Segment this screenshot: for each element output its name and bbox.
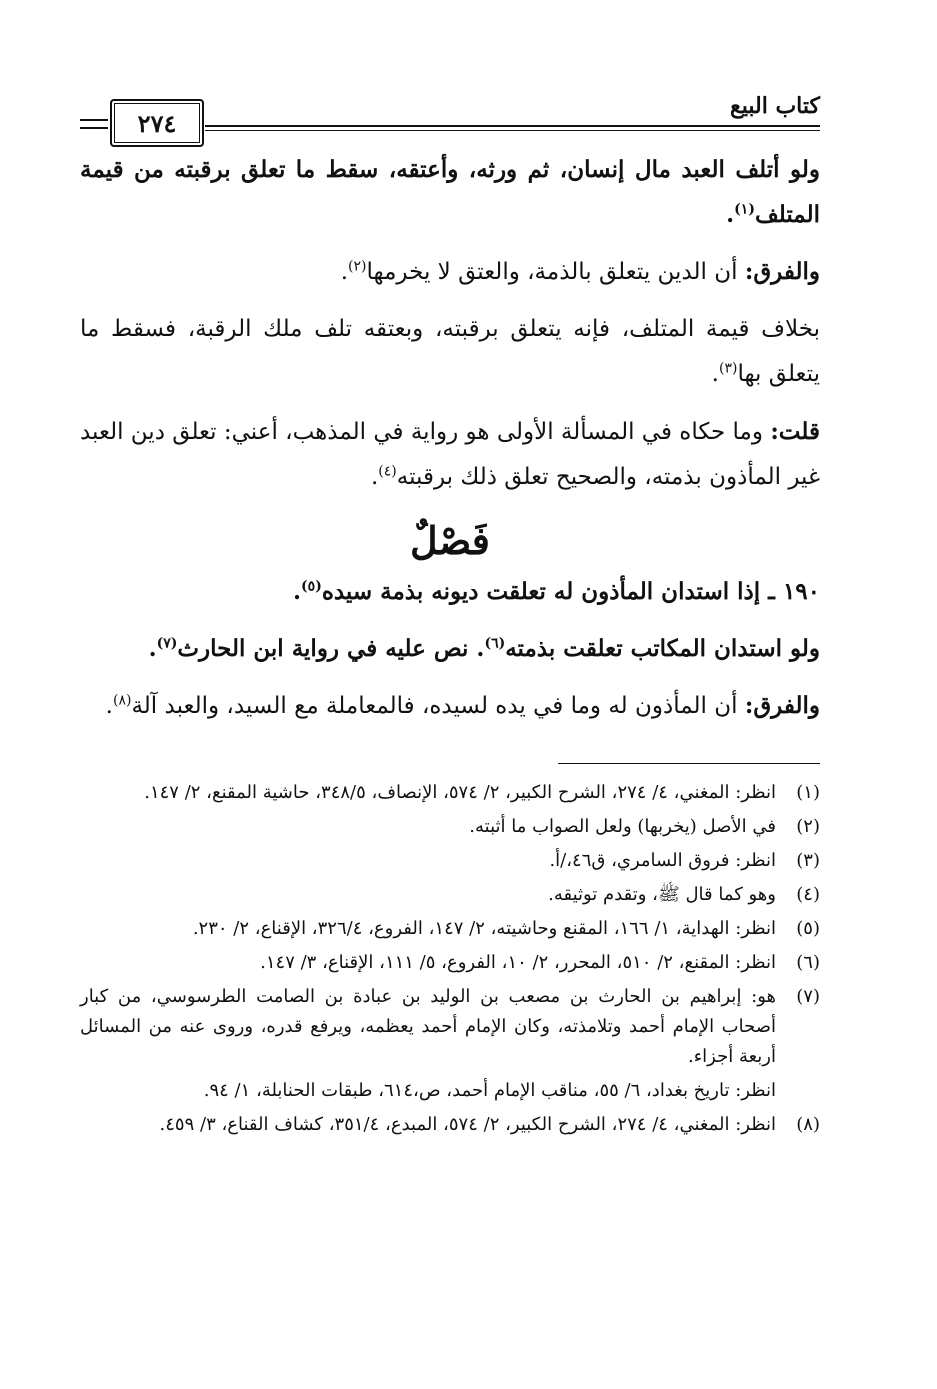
paragraph-7-text: أن المأذون له وما في يده لسيده، فالمعاملة مع السيد، والعبد آلة (131, 693, 745, 719)
footnote (80, 880, 820, 910)
footnote-number (776, 1076, 820, 1106)
footnote (80, 812, 820, 842)
paragraph-4: قلت: وما حكاه في المسألة الأولى هو رواية في المذهب، أعني: تعلق دين العبد غير المأذون بذمته، والصحيح تعلق ذلك برقبته$^{(٤)}$. (79, 418, 820, 490)
paragraph-6: ولو استدان المكاتب تعلقت بذمته$^{(٦)}$. نص عليه في رواية ابن الحارث$^{(٧)}$. (148, 635, 820, 662)
page-header (80, 85, 820, 147)
difference-label: والفرق: (744, 258, 820, 285)
page-number-rule (80, 119, 108, 129)
footnote-text: هو: إبراهيم بن الحارث بن مصعب بن الوليد بن عبادة بن الصامت الطرسوسي، من كبار أصحاب الإمام أحمد وتلامذته، وكان الإمام أحمد يعظمه، ويرفع قدره، وروى عنه من المسائل أربعة أجزاء. (80, 986, 776, 1067)
footnote-continuation (80, 1076, 820, 1106)
footnote-ref-3[interactable]: (٣) (718, 360, 738, 377)
footnotes (80, 778, 820, 1140)
footnote-number: (١) (796, 782, 820, 803)
paragraph-2: والفرق: أن الدين يتعلق بالذمة، والعتق لا يخرمها$^{(٢)}$. (340, 258, 820, 285)
paragraph-2-text: أن الدين يتعلق بالذمة، والعتق لا يخرمها (366, 259, 745, 285)
footnote (80, 778, 820, 808)
footnote-number: (٣) (796, 850, 820, 871)
footnote-text: انظر: المقنع، ٢/ ٥١٠، المحرر، ٢/ ١٠، الفروع، ٥/ ١١١، الإقناع، ٣/ ١٤٧. (260, 952, 776, 973)
paragraph-7: والفرق: أن المأذون له وما في يده لسيده، فالمعاملة مع السيد، والعبد آلة$^{(٨)}$. (105, 692, 820, 719)
footnote-ref-2[interactable]: (٢) (348, 258, 367, 275)
header-rule-thin (205, 130, 820, 131)
section-heading: فَصْلٌ (410, 518, 490, 563)
footnote-number: (٤) (796, 884, 820, 905)
footnote-text: انظر: الهداية، ١/ ١٦٦، المقنع وحاشيته، ٢/ ١٤٧، الفروع، ٣٢٦/٤، الإقناع، ٢/ ٢٣٠. (192, 918, 776, 939)
footnote-text: انظر: المغني، ٤/ ٢٧٤، الشرح الكبير، ٢/ ٥٧٤، الإنصاف، ٣٤٨/٥، حاشية المقنع، ٢/ ١٤٧. (144, 782, 776, 803)
paragraph-1: ولو أتلف العبد مال إنسان، ثم ورثه، وأعتقه، سقط ما تعلق برقبته من قيمة المتلف$^{(١)}$. (80, 156, 820, 228)
footnote-number: (٧) (796, 986, 820, 1007)
footnote-ref-1[interactable]: (١) (734, 201, 755, 218)
paragraph-1-text: ولو أتلف العبد مال إنسان، ثم ورثه، وأعتقه، سقط ما تعلق برقبته من قيمة المتلف (80, 156, 820, 228)
footnote (80, 982, 820, 1072)
header-rule (205, 125, 820, 127)
footnote-text: في الأصل (يخربها) ولعل الصواب ما أثبته. (469, 816, 776, 837)
qultu-label: قلت: (770, 418, 820, 445)
footnote-text: انظر: تاريخ بغداد، ٦/ ٥٥، مناقب الإمام أحمد، ص،٦١٤، طبقات الحنابلة، ١/ ٩٤. (203, 1080, 776, 1101)
footnote-text: وهو كما قال ﷺ، وتقدم توثيقه. (548, 884, 776, 905)
footnote-ref-8[interactable]: (٨) (112, 692, 132, 709)
paragraph-5: ١٩٠ ـ إذا استدان المأذون له تعلقت ديونه بذمة سيده$^{(٥)}$. (293, 578, 820, 605)
paragraph-3: بخلاف قيمة المتلف، فإنه يتعلق برقبته، وبعتقه تلف ملك الرقبة، فسقط ما يتعلق بها$^{(٣)}$. (80, 316, 820, 387)
footnote-ref-6[interactable]: (٦) (484, 635, 506, 652)
footnote-number: (٨) (796, 1114, 820, 1135)
footnote (80, 948, 820, 978)
footnote (80, 846, 820, 876)
paragraph-4-text: وما حكاه في المسألة الأولى هو رواية في المذهب، أعني: تعلق دين العبد غير المأذون بذمته، والصحيح تعلق ذلك برقبته (79, 419, 820, 490)
paragraph-5-text: ١٩٠ ـ إذا استدان المأذون له تعلقت ديونه بذمة سيده (321, 578, 820, 605)
footnote-number: (٢) (796, 816, 820, 837)
footnote-ref-7[interactable]: (٧) (156, 635, 178, 652)
footnote (80, 914, 820, 944)
page (80, 85, 820, 1144)
footnote-number: (٦) (796, 952, 820, 973)
page-number: ٢٧٤ (110, 99, 204, 147)
footnote-ref-4[interactable]: (٤) (378, 463, 397, 480)
paragraph-6-text-b: . نص عليه في رواية ابن الحارث (177, 635, 485, 662)
book-title: كتاب البيع (730, 93, 820, 119)
paragraph-6-text-a: ولو استدان المكاتب تعلقت بذمته (505, 635, 820, 662)
footnote-ref-5[interactable]: (٥) (301, 578, 322, 595)
footnote-separator (558, 763, 820, 764)
difference-label-2: والفرق: (744, 692, 820, 719)
footnote-text: انظر: المغني، ٤/ ٢٧٤، الشرح الكبير، ٢/ ٥٧٤، المبدع، ٣٥١/٤، كشاف القناع، ٣/ ٤٥٩. (159, 1114, 776, 1135)
footnote (80, 1110, 820, 1140)
footnote-text: انظر: فروق السامري، ق٤٦،/أ. (549, 850, 776, 871)
paragraph-3-text: بخلاف قيمة المتلف، فإنه يتعلق برقبته، وبعتقه تلف ملك الرقبة، فسقط ما يتعلق بها (80, 316, 820, 387)
footnote-number: (٥) (796, 918, 820, 939)
